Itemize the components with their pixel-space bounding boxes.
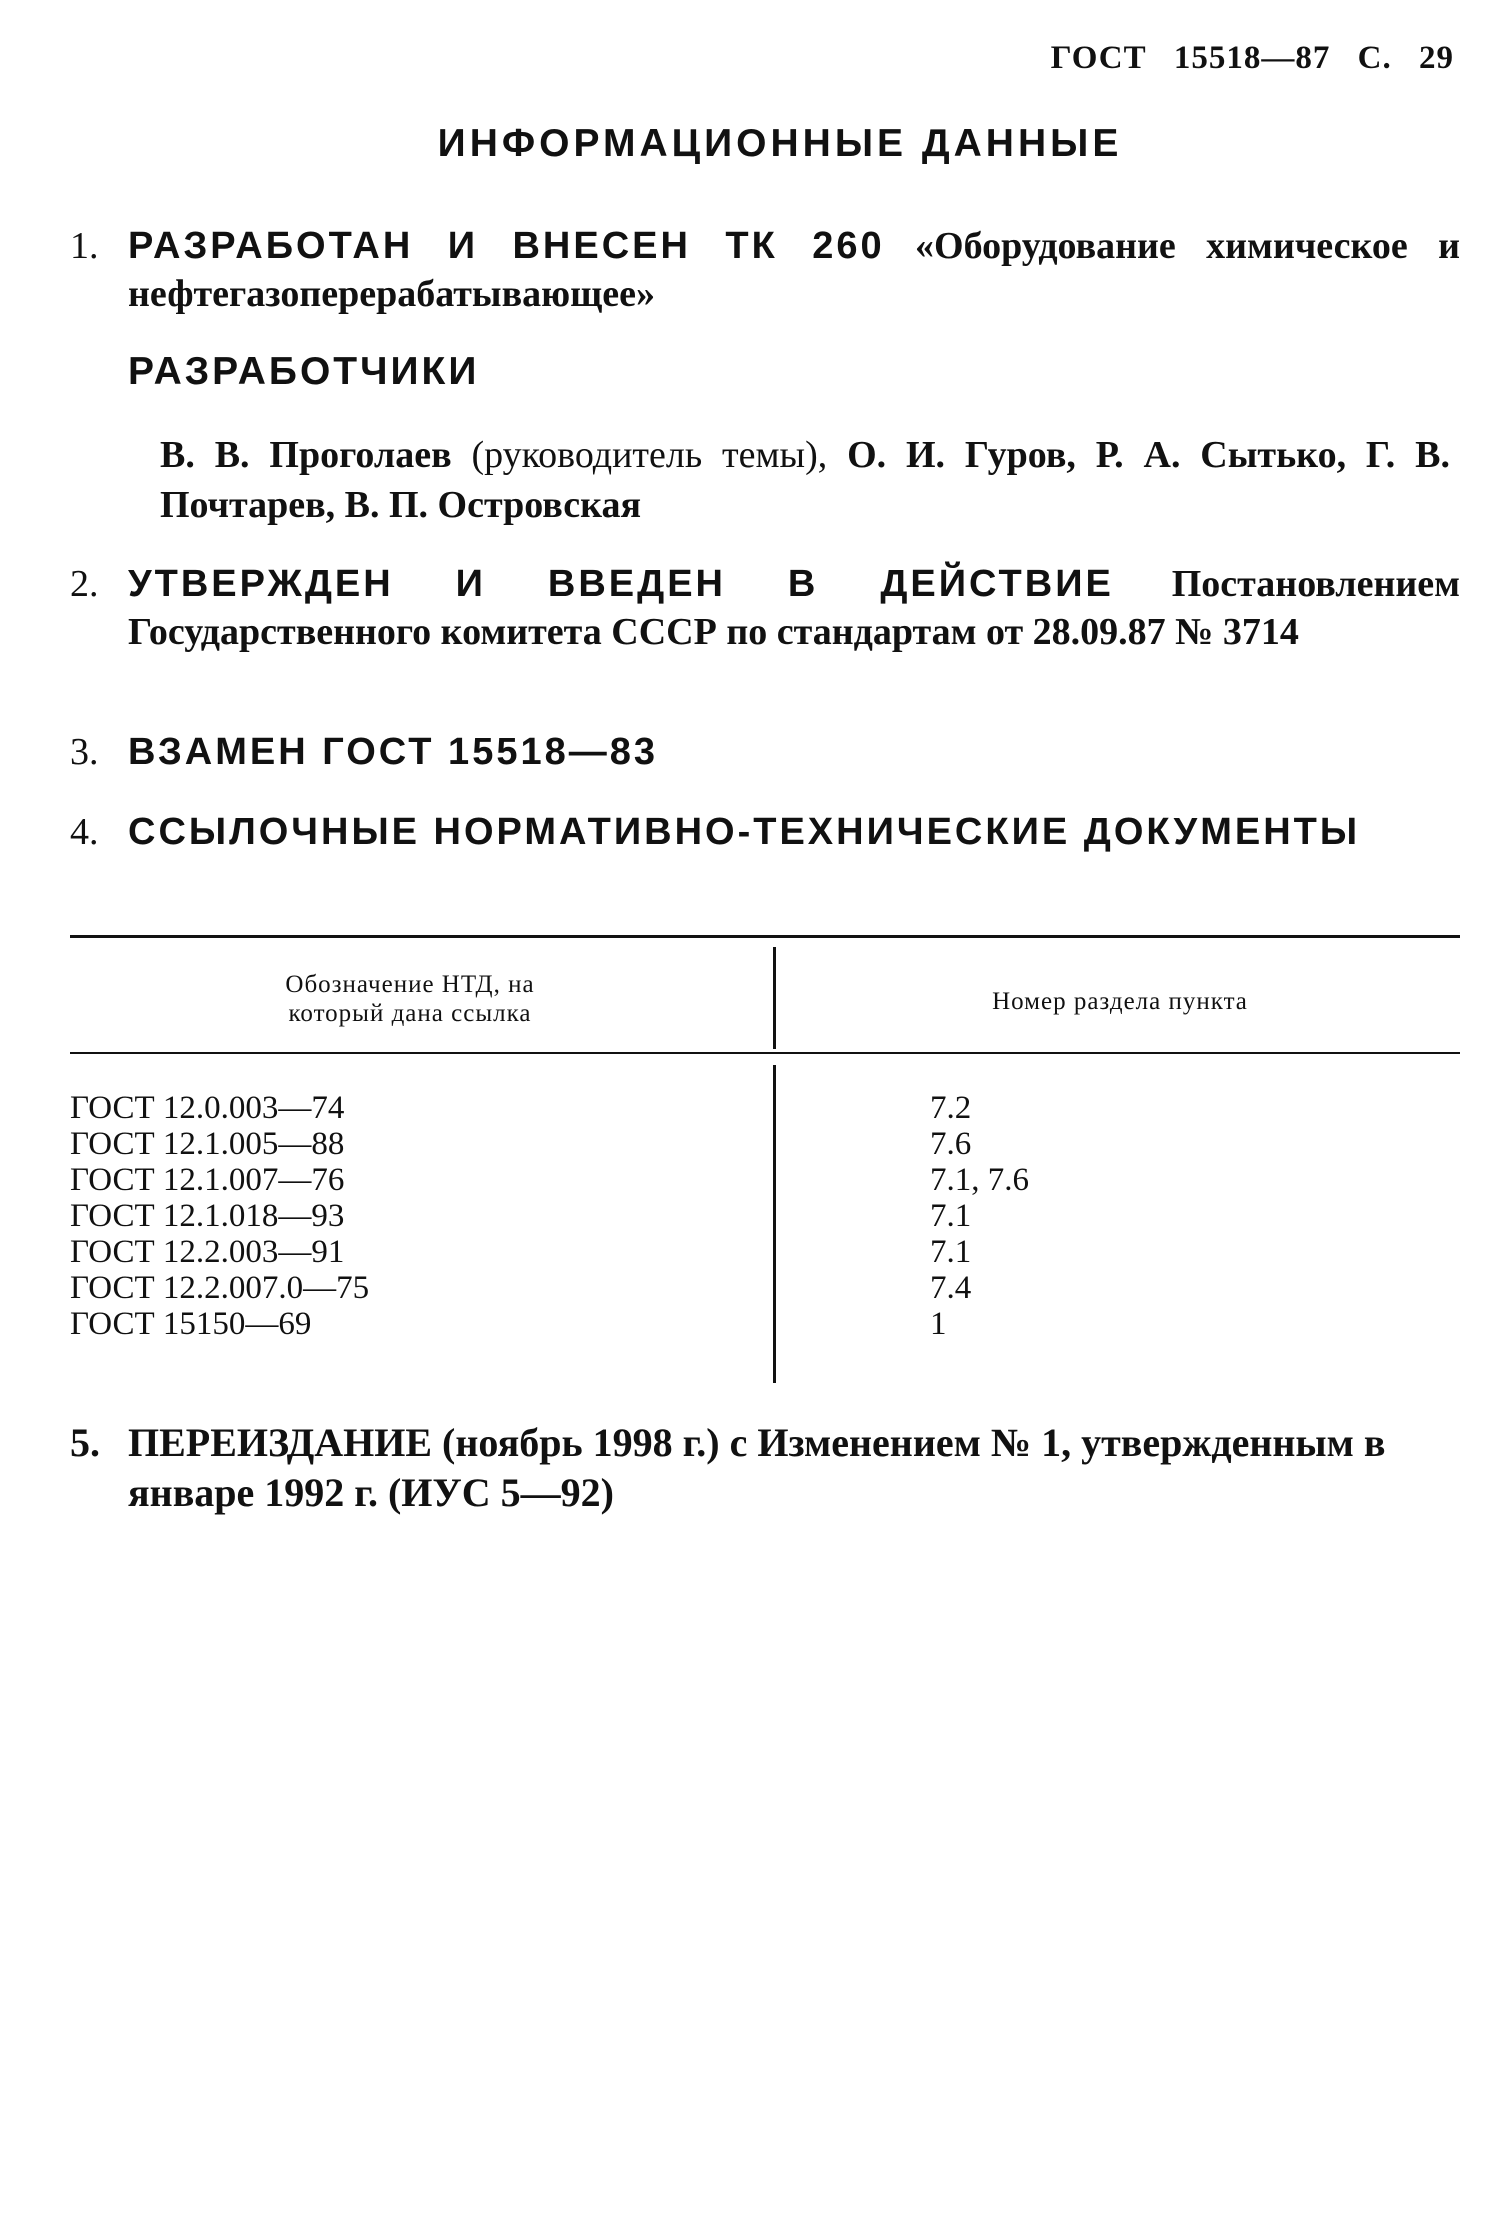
item-text: ССЫЛОЧНЫЕ НОРМАТИВНО-ТЕХНИЧЕСКИЕ ДОКУМЕНТЫ (128, 811, 1361, 853)
item-developed-by (70, 222, 1460, 318)
developer-name: В. В. Проголаев (160, 434, 452, 476)
table-row (70, 1090, 1460, 1126)
reference-document: ГОСТ 12.2.007.0—75 (70, 1270, 370, 1306)
item-number: 5. (70, 1420, 100, 1465)
section-number: 7.1, 7.6 (930, 1162, 1029, 1198)
column-header-line: который дана ссылка (288, 1000, 532, 1027)
page-number: С. 29 (1357, 40, 1454, 76)
reference-document: ГОСТ 12.1.007—76 (70, 1162, 345, 1198)
table-header-rule (70, 1052, 1460, 1054)
item-reissue (70, 1418, 1470, 1518)
developer-role: (руководитель темы), (471, 434, 828, 476)
section-number: 7.6 (930, 1126, 972, 1162)
table-row (70, 1234, 1460, 1270)
item-lead: РАЗРАБОТАН И ВНЕСЕН ТК 260 (128, 225, 885, 267)
item-text: «Оборудование химическое и нефтегазоперерабатывающее» (128, 225, 1461, 315)
column-separator (773, 947, 776, 1049)
item-text: Постановлением Государственного комитета СССР по стандартам от 28.09.87 № 3714 (128, 563, 1460, 653)
item-number: 1. (70, 225, 99, 267)
table-row (70, 1198, 1460, 1234)
item-text: ПЕРЕИЗДАНИЕ (ноябрь 1998 г.) с Изменением № 1, утвержденным в январе 1992 г. (ИУС 5—92) (128, 1420, 1386, 1515)
table-top-rule (70, 935, 1460, 938)
column-header-section: Номер раздела пункта (992, 988, 1248, 1015)
item-lead: УТВЕРЖДЕН И ВВЕДЕН В ДЕЙСТВИЕ (128, 563, 1114, 605)
section-number: 1 (930, 1306, 947, 1342)
developer-names: О. И. Гуров, Р. А. Сытько, Г. В. Почтарев, В. П. Островская (160, 434, 1451, 526)
table-row (70, 1306, 1460, 1342)
page-title: ИНФОРМАЦИОННЫЕ ДАННЫЕ (437, 122, 1123, 165)
column-header-line: Обозначение НТД, на (285, 971, 535, 998)
table-row (70, 1162, 1460, 1198)
item-approved (70, 560, 1460, 656)
item-number: 3. (70, 731, 99, 773)
item-replaces (70, 728, 1460, 776)
section-number: 7.2 (930, 1090, 972, 1126)
running-header (1051, 40, 1454, 77)
item-number: 4. (70, 811, 99, 853)
section-number: 7.1 (930, 1198, 972, 1234)
table-row (70, 1126, 1460, 1162)
reference-document: ГОСТ 12.0.003—74 (70, 1090, 345, 1126)
reference-document: ГОСТ 12.2.003—91 (70, 1234, 345, 1270)
developers-heading: РАЗРАБОТЧИКИ (128, 350, 480, 393)
item-references (70, 808, 1460, 856)
column-header-document (130, 970, 690, 1028)
section-number: 7.1 (930, 1234, 972, 1270)
references-table (70, 935, 1460, 1385)
standard-designation: ГОСТ 15518—87 (1050, 40, 1331, 76)
reference-document: ГОСТ 12.1.018—93 (70, 1198, 345, 1234)
reference-document: ГОСТ 12.1.005—88 (70, 1126, 345, 1162)
reference-document: ГОСТ 15150—69 (70, 1306, 312, 1342)
table-body (70, 1090, 1460, 1342)
developers-list (160, 430, 1450, 530)
section-number: 7.4 (930, 1270, 972, 1306)
item-number: 2. (70, 563, 99, 605)
item-text: ВЗАМЕН ГОСТ 15518—83 (128, 731, 658, 773)
table-row (70, 1270, 1460, 1306)
